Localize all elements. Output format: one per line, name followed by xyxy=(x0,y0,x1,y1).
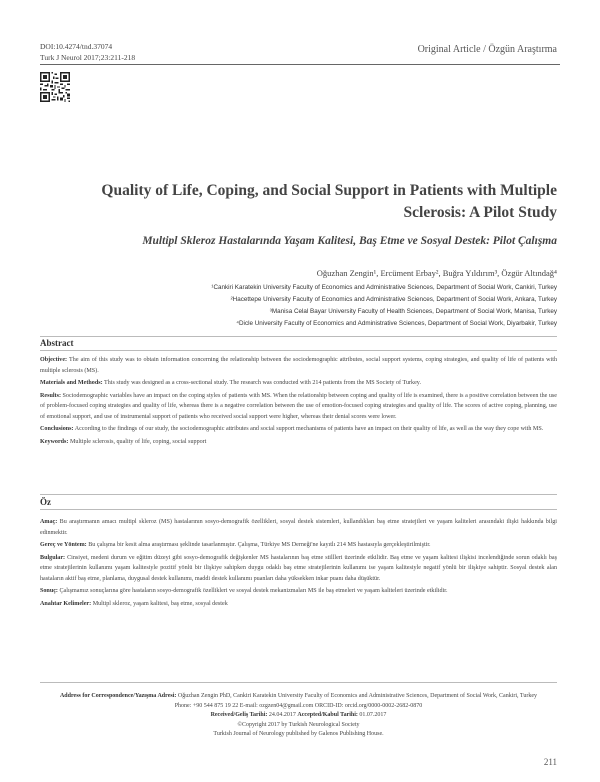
oz-anahtar-kelimeler: Anahtar Kelimeler: Multipl skleroz, yaşam kalitesi, baş etme, sosyal destek xyxy=(40,600,228,607)
header-citation xyxy=(40,42,135,63)
affiliations xyxy=(211,282,557,330)
oz-divider xyxy=(40,509,557,510)
correspondence-block xyxy=(40,692,557,740)
publisher-notice: Turkish Journal of Neurology published by Galenos Publishing House. xyxy=(213,731,384,737)
article-title: Quality of Life, Coping, and Social Support in Patients with Multiple Sclerosis: A Pilot Study xyxy=(101,182,557,221)
abstract-objective: Objective: The aim of this study was to obtain information concerning the relationship between the sociodemographic attributes, social support systems, coping strategies, and quality of life of patients with multiple sclerosis (MS). xyxy=(40,357,557,374)
abstract-divider xyxy=(40,336,557,337)
oz-amac: Amaç: Bu araştırmanın amacı multipl skleroz (MS) hastalarının sosyo-demografik özellikleri, sosyal destek sistemleri, kullandıkları baş etme stratejileri ve yaşam kaliteleri arasındaki ilişki hakkında bilgi edinmektir. xyxy=(40,519,557,536)
abstract-divider xyxy=(40,350,557,351)
qr-code-icon xyxy=(40,72,70,102)
copyright-notice: ©Copyright 2017 by Turkish Neurological Society xyxy=(237,721,360,728)
correspondence-divider xyxy=(40,682,557,683)
affiliation: ²Hacettepe University Faculty of Economics and Administrative Sciences, Department of Social Work, Ankara, Turkey xyxy=(230,296,557,303)
oz-bulgular: Bulgular: Cinsiyet, medeni durum ve eğitim düzeyi gibi sosyo-demografik değişkenler MS hastalarının baş etme stillleri üzerinde etkilidir. Baş etme ve yaşam kalitesi ilişkisi incelendiğinde sorun odaklı baş etme stratejilerinin kullanımı yaşam kalitesiyle pozitif yönlü bir ilişkiye sahipken duygu odaklı baş etme stratejilerinin kullanımı ise yaşam kalitesiyle negatif yönlü bir ilişkiye sahiptir. Sosyal destek alan hastaların aktif baş etme, planlama, duygusal destek kullanımı, maddi destek kullanımı puanları daha yüksekken inkar puanı daha düşüktür. xyxy=(40,554,557,582)
correspondence-address: Address for Correspondence/Yazışma Adresi: Oğuzhan Zengin PhD, Cankiri Karatekin University Faculty of Economics and Administrative Sciences, Department of Social Work, Cankiri, Turkey xyxy=(59,693,538,699)
oz-body xyxy=(40,517,557,611)
submission-dates: Received/Geliş Tarihi: 24.04.2017 Accepted/Kabul Tarihi: 01.07.2017 xyxy=(210,712,387,718)
affiliation: ⁴Dicle University Faculty of Economics and Administrative Sciences, Department of Social Work, Diyarbakir, Turkey xyxy=(236,320,557,327)
doi[interactable]: DOI:10.4274/tnd.37074 xyxy=(40,42,113,51)
authors: Oğuzhan Zengin¹, Ercüment Erbay², Buğra Yıldırım³, Özgür Altındağ⁴ xyxy=(316,268,557,278)
abstract-results: Results: Sociodemographic variables have an impact on the coping styles of patients with MS. When the relationship between coping and quality of life is examined, there is a positive correlation between the use of problem-focused coping strategies and quality of life, whereas there is a negative correlation between the use of emotion-focused coping strategies and quality of life. The scores of active coping, planning, use of emotional support, and use of instrumental support of patients who received social support were higher, whereas their denial scores were lower. xyxy=(40,392,557,420)
header-divider xyxy=(40,64,560,65)
affiliation: ¹Cankiri Karatekin University Faculty of Economics and Administrative Sciences, Department of Social Work, Cankiri, Turkey xyxy=(211,284,557,291)
correspondence-contact: Phone: +90 544 875 19 22 E-mail: ozgzen04@gmail.com ORCID-ID: orcid.org/0000-0002-2682-0870 xyxy=(174,702,423,709)
affiliation: ³Manisa Celal Bayar University Faculty of Health Sciences, Department of Social Work, Manisa, Turkey xyxy=(269,308,557,315)
article-subtitle-turkish: Multipl Skleroz Hastalarında Yaşam Kalitesi, Baş Etme ve Sosyal Destek: Pilot Çalışma xyxy=(142,235,557,247)
abstract-keywords: Keywords: Multiple sclerosis, quality of life, coping, social support xyxy=(40,438,207,445)
oz-divider xyxy=(40,494,557,495)
article-type: Original Article / Özgün Araştırma xyxy=(417,44,557,55)
oz-heading: Öz xyxy=(40,497,51,507)
abstract-methods: Materials and Methods: This study was designed as a cross-sectional study. The research was conducted with 214 patients from the MS Society of Turkey. xyxy=(40,380,421,386)
oz-sonuc: Sonuç: Çalışmamız sonuçlarına göre hastaların sosyo-demografik özellikleri ve sosyal destek mekanizmaları MS ile baş etmeleri ve yaşam kaliteleri üzerinde etkilidir. xyxy=(40,588,448,594)
page-number: 211 xyxy=(543,757,557,767)
abstract-body xyxy=(40,355,557,449)
abstract-heading: Abstract xyxy=(40,338,74,348)
oz-yontem: Gereç ve Yöntem: Bu çalışma bir kesit alma araştırması şeklinde tasarlanmıştır. Çalışma, Türkiye MS Derneği'ne kayıtlı 214 MS hastasıyla gerçekleştirilmiştir. xyxy=(40,542,431,548)
journal-reference: Turk J Neurol 2017;23:211-218 xyxy=(40,52,136,62)
abstract-conclusions: Conclusions: According to the findings of our study, the sociodemographic attributes and social support mechanisms of patients have an impact on their quality of life, as well as the way they cope with MS. xyxy=(40,426,544,432)
